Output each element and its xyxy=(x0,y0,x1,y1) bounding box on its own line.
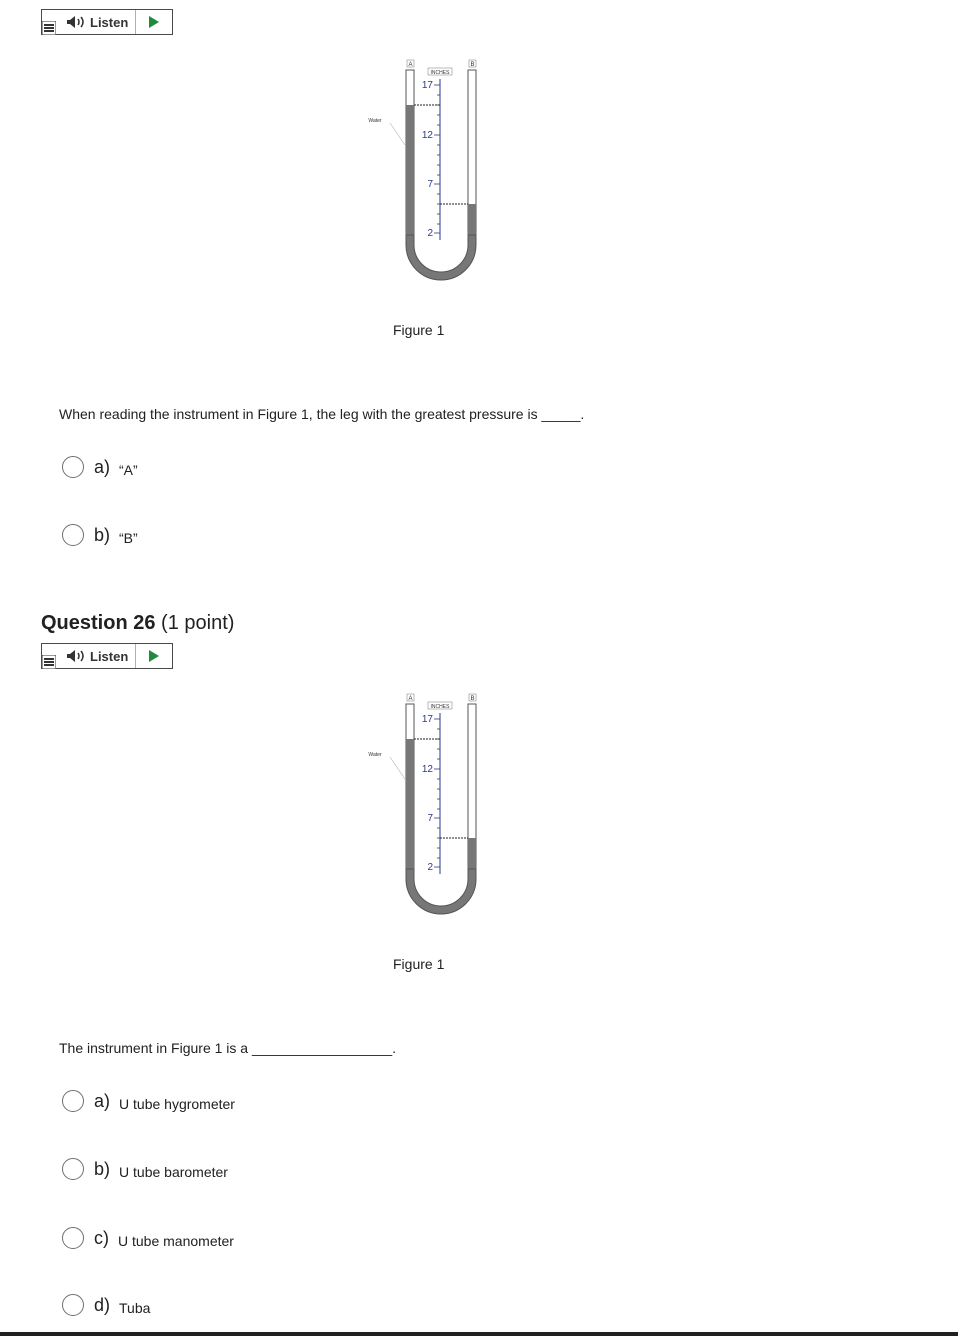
question-heading xyxy=(41,612,234,635)
leg-a-fluid xyxy=(406,105,414,245)
option-text: Tuba xyxy=(119,1300,151,1316)
option-letter: d) xyxy=(94,1295,111,1315)
listen-toolbar xyxy=(41,643,173,669)
listen-label: Listen xyxy=(90,648,129,664)
units-label: INCHES xyxy=(430,704,450,710)
bottom-border xyxy=(0,1332,958,1336)
water-pointer xyxy=(390,757,405,779)
water-label: Water xyxy=(368,752,382,758)
listen-button[interactable] xyxy=(42,644,136,668)
option-letter: b) xyxy=(94,525,111,545)
play-button[interactable] xyxy=(136,10,172,34)
option-a[interactable] xyxy=(62,456,138,478)
radio-button[interactable] xyxy=(62,1294,84,1316)
play-icon xyxy=(148,649,160,663)
menu-icon[interactable] xyxy=(42,21,56,35)
option-a[interactable] xyxy=(62,1090,235,1112)
water-label: Water xyxy=(368,118,382,124)
question-points: (1 point) xyxy=(161,612,235,634)
figure-caption: Figure 1 xyxy=(393,322,445,338)
radio-button[interactable] xyxy=(62,524,84,546)
leg-a-fluid xyxy=(406,739,414,879)
tick-label: 12 xyxy=(421,764,433,775)
tick-label: 17 xyxy=(421,80,433,91)
option-b[interactable] xyxy=(62,1158,228,1180)
label-b: B xyxy=(470,62,475,68)
radio-button[interactable] xyxy=(62,1090,84,1112)
option-text: U tube barometer xyxy=(119,1164,228,1180)
option-text: U tube manometer xyxy=(118,1233,234,1249)
scale-ticks xyxy=(434,719,440,867)
option-letter: c) xyxy=(94,1228,109,1248)
question-prompt: The instrument in Figure 1 is a __________________. xyxy=(59,1040,397,1056)
u-bend xyxy=(406,869,476,914)
u-tube-figure xyxy=(360,55,490,285)
option-c[interactable] xyxy=(62,1227,234,1249)
option-text: “A” xyxy=(119,462,138,478)
listen-button[interactable] xyxy=(42,10,136,34)
menu-icon[interactable] xyxy=(42,655,56,669)
label-b: B xyxy=(470,696,475,702)
figure-caption: Figure 1 xyxy=(393,956,445,972)
listen-label: Listen xyxy=(90,14,129,30)
question-prompt: When reading the instrument in Figure 1, the leg with the greatest pressure is _____. xyxy=(59,406,585,422)
scale-ticks xyxy=(434,85,440,233)
radio-button[interactable] xyxy=(62,1227,84,1249)
speaker-icon xyxy=(66,15,86,29)
speaker-icon xyxy=(66,649,86,663)
u-bend xyxy=(406,235,476,280)
option-b[interactable] xyxy=(62,524,138,546)
option-text: “B” xyxy=(119,530,138,546)
option-letter: b) xyxy=(94,1159,111,1179)
listen-toolbar xyxy=(41,9,173,35)
label-a: A xyxy=(408,696,413,702)
label-a: A xyxy=(408,62,413,68)
option-letter: a) xyxy=(94,457,111,477)
tick-label: 7 xyxy=(427,813,433,824)
tick-label: 12 xyxy=(421,130,433,141)
tick-label: 7 xyxy=(427,179,433,190)
tick-label: 2 xyxy=(427,862,433,873)
radio-button[interactable] xyxy=(62,1158,84,1180)
play-button[interactable] xyxy=(136,644,172,668)
u-tube-figure xyxy=(360,689,490,919)
radio-button[interactable] xyxy=(62,456,84,478)
tick-label: 2 xyxy=(427,228,433,239)
option-d[interactable] xyxy=(62,1294,150,1316)
option-text: U tube hygrometer xyxy=(119,1096,235,1112)
tick-label: 17 xyxy=(421,714,433,725)
units-label: INCHES xyxy=(430,70,450,76)
play-icon xyxy=(148,15,160,29)
option-letter: a) xyxy=(94,1091,111,1111)
water-pointer xyxy=(390,123,405,145)
question-number: Question 26 xyxy=(41,612,156,634)
